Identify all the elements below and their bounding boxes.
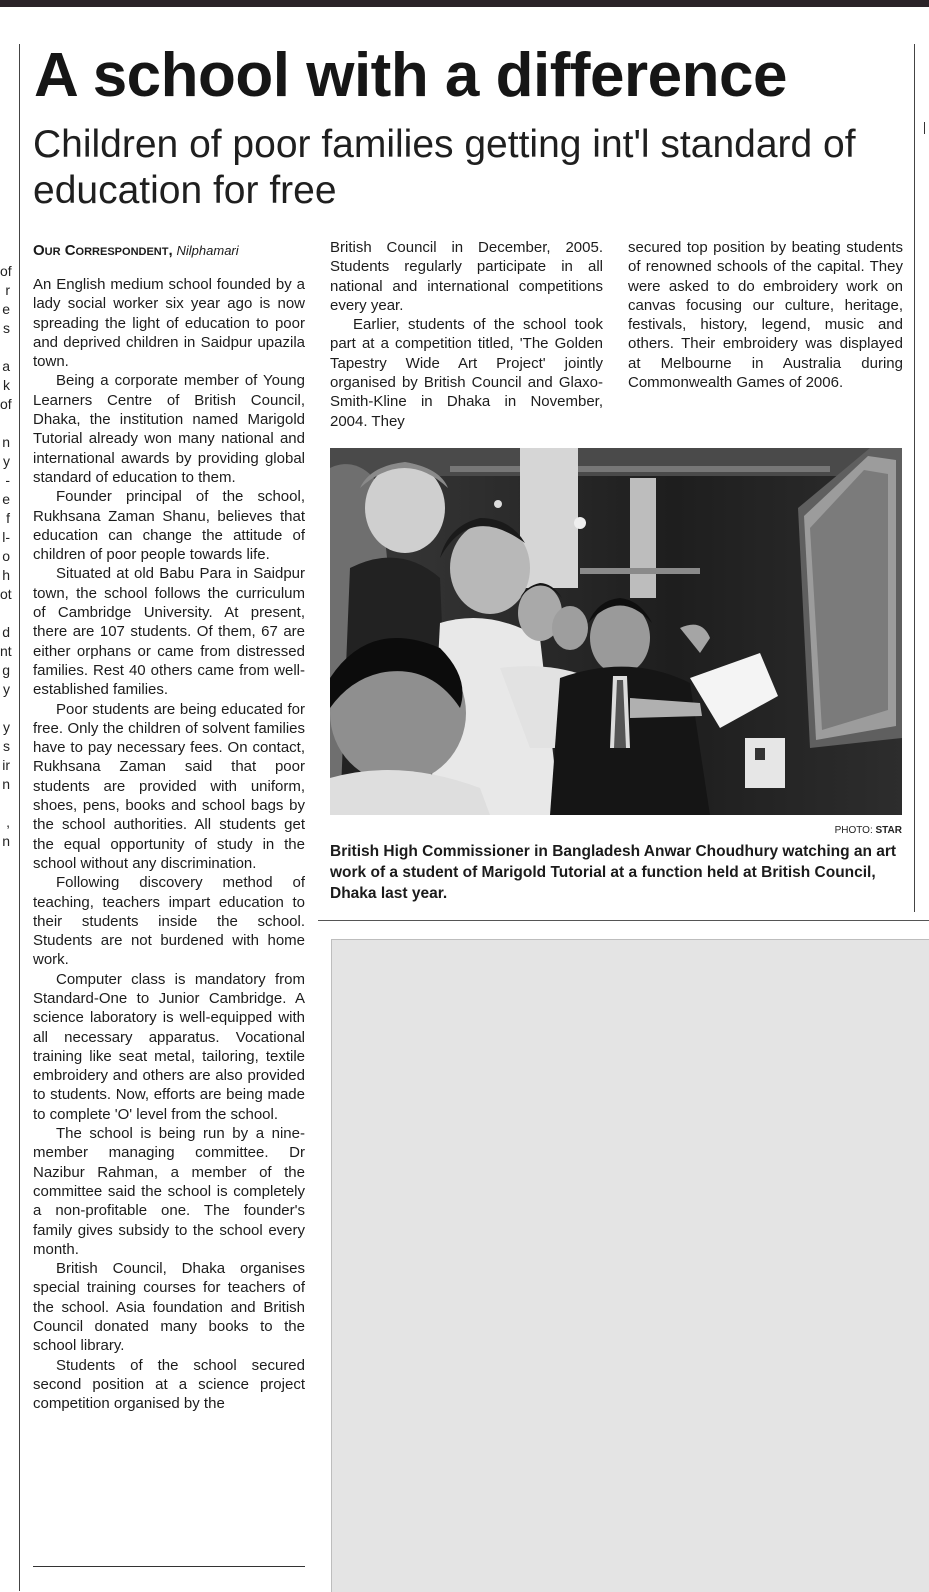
edge-fragment: - bbox=[5, 472, 10, 488]
subheadline: Children of poor families getting int'l standard of education for free bbox=[33, 123, 856, 212]
edge-mark bbox=[924, 122, 925, 134]
edge-fragment: d bbox=[2, 624, 10, 640]
byline-location: Nilphamari bbox=[176, 243, 239, 258]
photo-credit-prefix: PHOTO: bbox=[834, 825, 873, 836]
edge-fragment: y bbox=[3, 719, 10, 735]
edge-fragment bbox=[0, 604, 10, 623]
paragraph: British Council, Dhaka organises special training courses for teachers of the school. Asia foundation and British Council donated many books to the school library. bbox=[33, 1260, 305, 1355]
article-column-3 bbox=[628, 238, 903, 392]
edge-fragment: e bbox=[2, 301, 10, 317]
byline bbox=[33, 241, 305, 260]
edge-fragment bbox=[0, 794, 10, 813]
top-border bbox=[0, 0, 929, 7]
photo-credit-source: STAR bbox=[875, 825, 902, 836]
edge-fragment: a bbox=[2, 358, 10, 374]
paragraph: Students of the school secured second position at a science project competition organised by the bbox=[33, 1356, 305, 1413]
edge-fragment bbox=[0, 699, 10, 718]
paragraph: The school is being run by a nine-member managing committee. Dr Nazibur Rahman, a member of the committee said the school is completely a non-profitable one. The founder's family gives subsidy to the school every month. bbox=[33, 1125, 305, 1258]
photo-caption: British High Commissioner in Bangladesh Anwar Choudhury watching an art work of a student of Marigold Tutorial at a function held at British Council, Dhaka last year. bbox=[330, 843, 897, 902]
paragraph: Following discovery method of teaching, teachers impart education to their students inside the school. Students are not burdened with home work. bbox=[33, 874, 305, 969]
edge-fragment bbox=[0, 414, 10, 433]
edge-fragment: e bbox=[2, 491, 10, 507]
edge-fragment: nt bbox=[0, 643, 12, 659]
edge-fragment: , bbox=[6, 814, 10, 830]
edge-fragment: of bbox=[0, 396, 12, 412]
paragraph: Poor students are being educated for free. Only the children of solvent families have to pay necessary fees. On contact, Rukhsana Zaman said that poor students are provided with uniform, shoes, pens, books and school bags by the school authorities. All students get the equal opportunity of study in the school without any discrimination. bbox=[33, 700, 305, 872]
edge-fragment: h bbox=[2, 567, 10, 583]
edge-fragment: n bbox=[2, 776, 10, 792]
edge-fragment bbox=[0, 338, 10, 357]
edge-fragment: f bbox=[6, 510, 10, 526]
paragraph: Being a corporate member of Young Learners Centre of British Council, Dhaka, the institution named Marigold Tutorial already won many national and international awards by providing global standard of education to them. bbox=[33, 372, 305, 486]
edge-fragment: ot bbox=[0, 586, 12, 602]
section-divider bbox=[318, 920, 929, 921]
paragraph: secured top position by beating students of renowned schools of the capital. They were asked to do embroidery work on canvas focusing our culture, heritage, festivals, history, legend, music and others. Their embroidery was displayed at Melbourne in Australia during Commonwealth Games of 2006. bbox=[628, 239, 903, 392]
edge-fragment: s bbox=[3, 738, 10, 754]
byline-author: Our Correspondent, bbox=[33, 242, 173, 259]
photo-credit bbox=[700, 825, 902, 836]
edge-fragment: s bbox=[3, 320, 10, 336]
edge-fragment: g bbox=[2, 662, 10, 678]
paragraph: Earlier, students of the school took part at a competition titled, 'The Golden Tapestry Wide Art Project' jointly organised by British Council and Glaxo-Smith-Kline in Dhaka in November, 2004. They bbox=[330, 316, 603, 430]
edge-fragment: ir bbox=[2, 757, 10, 773]
edge-fragment: k bbox=[3, 377, 10, 393]
edge-fragment: r bbox=[5, 282, 10, 298]
article-column-1 bbox=[33, 275, 305, 1555]
paragraph: Computer class is mandatory from Standard-One to Junior Cambridge. A science laboratory is well-equipped with all necessary apparatus. Vocational training like seat metal, tailoring, textile embroidery and others are also provided to students. Now, efforts are being made to complete 'O' level from the school. bbox=[33, 970, 305, 1123]
news-photo bbox=[330, 448, 902, 815]
paragraph: An English medium school founded by a lady social worker six year ago is now spreading the light of education to poor and deprived children in Saidpur upazila town. bbox=[33, 276, 305, 371]
edge-fragment: o bbox=[2, 548, 10, 564]
paragraph: Founder principal of the school, Rukhsana Zaman Shanu, believes that education can change the attitude of children of poor people towards life. bbox=[33, 488, 305, 564]
adjacent-content-placeholder bbox=[331, 939, 929, 1592]
edge-fragment: of bbox=[0, 263, 12, 279]
photo-illustration bbox=[330, 448, 902, 815]
edge-fragment: n bbox=[2, 434, 10, 450]
edge-fragment: n bbox=[2, 833, 10, 849]
edge-fragment: y bbox=[3, 453, 10, 469]
paragraph: British Council in December, 2005. Students regularly participate in all national and international competitions every year. bbox=[330, 239, 603, 314]
article-column-2 bbox=[330, 238, 603, 431]
edge-fragment: l- bbox=[2, 529, 10, 545]
headline: A school with a difference bbox=[34, 41, 787, 110]
column-end-rule bbox=[33, 1566, 305, 1567]
column-rule-right bbox=[914, 44, 915, 912]
edge-fragment: y bbox=[3, 681, 10, 697]
column-rule-left bbox=[19, 44, 20, 1591]
adjacent-column-fragments bbox=[0, 262, 10, 851]
paragraph: Situated at old Babu Para in Saidpur town, the school follows the curriculum of Cambridge University. At present, there are 107 students. Of them, 67 are either orphans or came from distressed families. Rest 40 others came from well-established families. bbox=[33, 565, 305, 699]
